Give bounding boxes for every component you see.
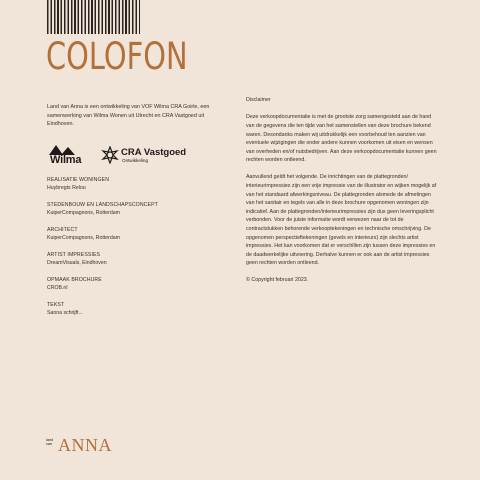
credit-item	[47, 176, 237, 193]
credit-label: ARTIST IMPRESSIES	[47, 252, 101, 258]
credit-label: TEKST	[47, 302, 65, 308]
intro-text: Land van Anna is een ontwikkeling van VOF Wilma CRA Goirle, een samenwerking van Wilma Wonen uit Utrecht en CRA Vastgoed uit Eindhoven.	[47, 104, 210, 128]
partner-logos	[47, 145, 237, 167]
credit-value: DreamVisuals, Eindhoven	[47, 260, 107, 267]
page-title: COLOFON	[46, 35, 188, 78]
logo-small-text	[46, 438, 53, 446]
disclaimer-heading: Disclaimer	[246, 97, 271, 103]
credits-list	[47, 176, 237, 326]
cra-star-icon	[101, 146, 119, 164]
logo-small-line-1: land	[46, 438, 54, 442]
disclaimer-paragraph-1: Deze verkoopdocumentatie is met de grootste zorg samengesteld aan de hand van de gegevens die ten tijde van het samenstellen van deze brochure bekend waren. Desondanks maken wij uitdrukkelijk een voorbehoud ten aanzien van eventuele wijzigingen die onder andere kunnen voorkomen uit eisen en wensen van overheden en/of nutsbedrijven. Aan deze verkoopdocumentatie kunnen geen rechten worden ontleend.	[246, 114, 437, 164]
copyright-notice: © Copyright februari 2023.	[246, 277, 309, 284]
credit-label: ARCHITECT	[47, 227, 78, 233]
credit-item	[47, 251, 237, 268]
credit-value: KuiperCompagnons, Rotterdam	[47, 235, 120, 242]
credit-item	[47, 201, 237, 218]
credit-item	[47, 226, 237, 243]
credit-label: OPMAAK BROCHURE	[47, 277, 102, 283]
logo-small-line-2: van	[46, 442, 53, 447]
credit-value: KuiperCompagnons, Rotterdam	[47, 210, 120, 217]
credit-item	[47, 276, 237, 293]
credit-item	[47, 301, 237, 318]
credit-label: STEDENBOUW EN LANDSCHAPSCONCEPT	[47, 202, 158, 208]
credit-value: Sanna schrijft...	[47, 310, 83, 317]
credit-value: Huybregts Relou	[47, 185, 86, 192]
decorative-stripes	[47, 0, 140, 34]
disclaimer-paragraph-2: Aanvullend geldt het volgende. De inrichtingen van de plattegronden/ interieurimpressies zijn een vrije impressie van de illustrator en wijken mogelijk af van het standaard afwerkingsniveau. De plattegronden alsmede de afmetingen van het sanitair en tegels van alle in deze brochure opgenomen woningen zijn indicatief. Aan de plattegronden/interieurimpressies zijn dus geen leveringsplicht verbonden. Voor de juiste informatie wordt verwezen naar de tot de contractstukken behorende verkooptekeningen en technische omschrijving. De opgenomen perspectieftekeningen (gevels en interieurs) zijn slechts artist impressies. Het kan voorkomen dat er verschillen zijn tussen deze impressies en de daadwerkelijke uitvoering. Derhalve kunnen er ook aan de artist impressies geen rechten worden ontleend.	[246, 174, 437, 267]
land-van-anna-logo	[46, 436, 126, 456]
disclaimer-section	[246, 96, 438, 294]
cra-name: CRA Vastgoed	[121, 147, 187, 158]
logo-big-text: ANNA	[58, 435, 112, 455]
credit-value: CROB.nl	[47, 285, 68, 292]
credit-label: REALISATIE WONINGEN	[47, 177, 110, 183]
cra-subtitle: Ontwikkeling	[122, 158, 149, 163]
wilma-wordmark: Wilma	[50, 154, 82, 166]
